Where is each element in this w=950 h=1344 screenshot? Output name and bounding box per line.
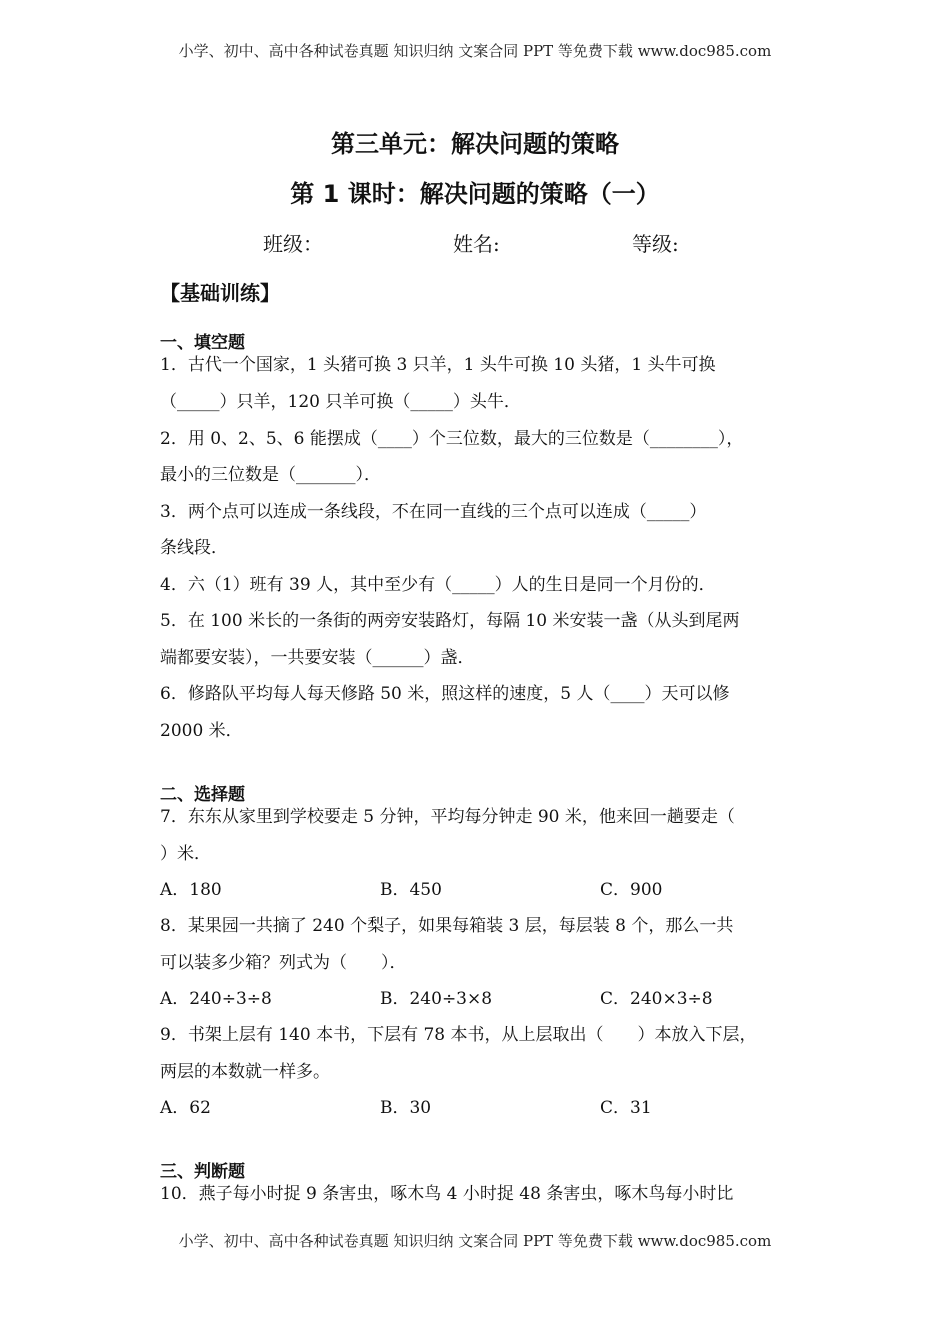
question-line: 可以装多少箱？列式为（ ）． bbox=[160, 953, 407, 973]
option-a: A．240÷3÷8 bbox=[160, 989, 272, 1009]
option-b: B．240÷3×8 bbox=[380, 989, 493, 1009]
question-line: 5．在 100 米长的一条街的两旁安装路灯，每隔 10 米安装一盏（从头到尾两 bbox=[160, 611, 740, 631]
unit-title: 第三单元：解决问题的策略 bbox=[331, 130, 619, 158]
lesson-title: 第 1 课时：解决问题的策略（一） bbox=[290, 180, 660, 208]
question-line: 2000 米． bbox=[160, 721, 243, 741]
question-line: 两层的本数就一样多。 bbox=[160, 1062, 330, 1082]
option-c: C．31 bbox=[600, 1098, 652, 1118]
question-line: 8．某果园一共摘了 240 个梨子，如果每箱装 3 层，每层装 8 个，那么一共 bbox=[160, 916, 734, 936]
option-c: C．240×3÷8 bbox=[600, 989, 713, 1009]
basic-training-heading: 【基础训练】 bbox=[160, 281, 280, 305]
question-line: 端都要安装），一共要安装（______）盏． bbox=[160, 648, 475, 668]
option-b: B．30 bbox=[380, 1098, 432, 1118]
question-line: （_____）只羊，120 只羊可换（_____）头牛． bbox=[160, 392, 521, 412]
question-line: 7．东东从家里到学校要走 5 分钟，平均每分钟走 90 米，他来回一趟要走（ bbox=[160, 807, 735, 827]
question-line: 3．两个点可以连成一条线段，不在同一直线的三个点可以连成（_____） bbox=[160, 502, 707, 522]
question-line: 最小的三位数是（_______）． bbox=[160, 465, 381, 485]
option-a: A．180 bbox=[160, 880, 222, 900]
question-line: 4．六（1）班有 39 人，其中至少有（_____）人的生日是同一个月份的． bbox=[160, 575, 716, 595]
option-c: C．900 bbox=[600, 880, 663, 900]
question-line: 9．书架上层有 140 本书，下层有 78 本书，从上层取出（ ）本放入下层， bbox=[160, 1025, 757, 1045]
page-header: 小学、初中、高中各种试卷真题 知识归纳 文案合同 PPT 等免费下载 www.doc985.com bbox=[178, 42, 772, 60]
choice-heading: 二、选择题 bbox=[160, 785, 245, 805]
name-label: 姓名: bbox=[453, 232, 500, 256]
class-label: 班级： bbox=[263, 232, 323, 256]
question-line: 2．用 0、2、5、6 能摆成（____）个三位数，最大的三位数是（________）， bbox=[160, 429, 744, 449]
fill-blank-heading: 一、填空题 bbox=[160, 333, 245, 353]
question-line: 10．燕子每小时捉 9 条害虫，啄木鸟 4 小时捉 48 条害虫，啄木鸟每小时比 bbox=[160, 1184, 734, 1204]
option-a: A．62 bbox=[160, 1098, 211, 1118]
grade-label: 等级: bbox=[632, 232, 679, 256]
question-line: 1．古代一个国家，1 头猪可换 3 只羊，1 头牛可换 10 头猪，1 头牛可换 bbox=[160, 355, 716, 375]
option-b: B．450 bbox=[380, 880, 442, 900]
question-line: 条线段． bbox=[160, 538, 228, 558]
question-line: ）米． bbox=[160, 844, 211, 864]
judge-heading: 三、判断题 bbox=[160, 1162, 245, 1182]
question-line: 6．修路队平均每人每天修路 50 米，照这样的速度，5 人（____）天可以修 bbox=[160, 684, 730, 704]
page-footer: 小学、初中、高中各种试卷真题 知识归纳 文案合同 PPT 等免费下载 www.doc985.com bbox=[178, 1232, 772, 1250]
